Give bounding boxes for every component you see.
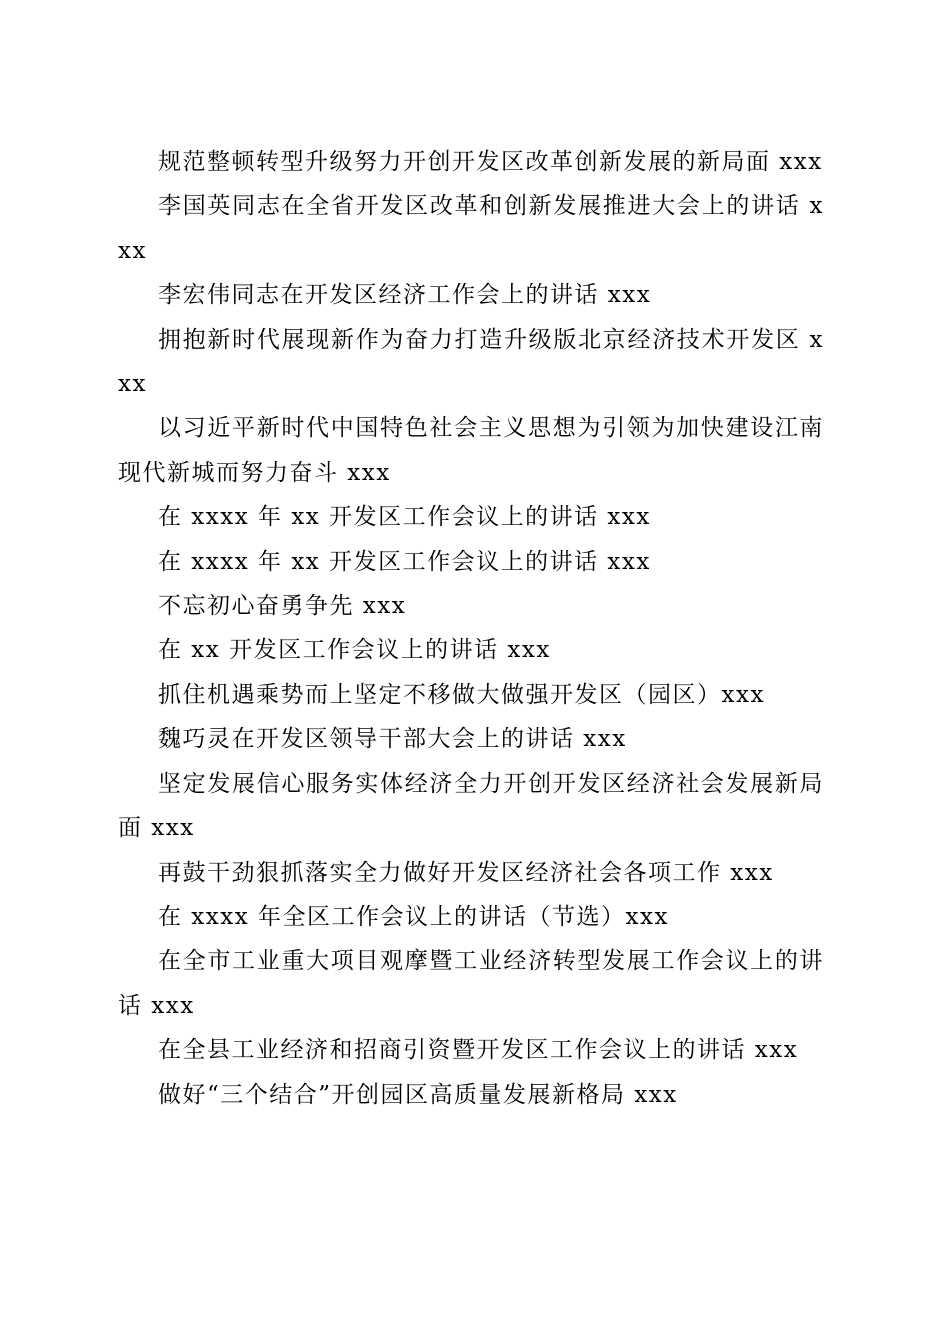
toc-entry[interactable]: 拥抱新时代展现新作为奋力打造升级版北京经济技术开发区 xxx [118,326,824,398]
toc-entry[interactable]: 在 xxxx 年 xx 开发区工作会议上的讲话 xxx [158,504,651,531]
toc-entry[interactable]: 以习近平新时代中国特色社会主义思想为引领为加快建设江南现代新城而努力奋斗 xxx [118,415,824,486]
toc-entry[interactable]: 不忘初心奋勇争先 xxx [158,593,407,620]
toc-entry[interactable]: 做好“三个结合”开创园区高质量发展新格局 xxx [158,1081,678,1108]
toc-entry[interactable]: 在 xxxx 年全区工作会议上的讲话（节选）xxx [158,903,669,930]
toc-entry[interactable]: 再鼓干劲狠抓落实全力做好开发区经济社会各项工作 xxx [158,859,774,886]
toc-entry[interactable]: 坚定发展信心服务实体经济全力开创开发区经济社会发展新局面 xxx [118,770,824,842]
toc-entry[interactable]: 在 xxxx 年 xx 开发区工作会议上的讲话 xxx [158,548,651,575]
toc-entry[interactable]: 在全市工业重大项目观摩暨工业经济转型发展工作会议上的讲话 xxx [118,948,824,1019]
toc-entry[interactable]: 魏巧灵在开发区领导干部大会上的讲话 xxx [158,726,627,753]
toc-entry[interactable]: 抓住机遇乘势而上坚定不移做大做强开发区（园区）xxx [158,681,765,708]
toc-entry[interactable]: 李宏伟同志在开发区经济工作会上的讲话 xxx [158,282,652,309]
toc-entry[interactable]: 在全县工业经济和招商引资暨开发区工作会议上的讲话 xxx [158,1037,799,1064]
toc-entry[interactable]: 李国英同志在全省开发区改革和创新发展推进大会上的讲话 xxx [118,193,824,264]
toc-entry[interactable]: 在 xx 开发区工作会议上的讲话 xxx [158,637,551,664]
toc-list [118,140,824,1117]
toc-entry[interactable]: 规范整顿转型升级努力开创开发区改革创新发展的新局面 xxx [158,149,823,175]
